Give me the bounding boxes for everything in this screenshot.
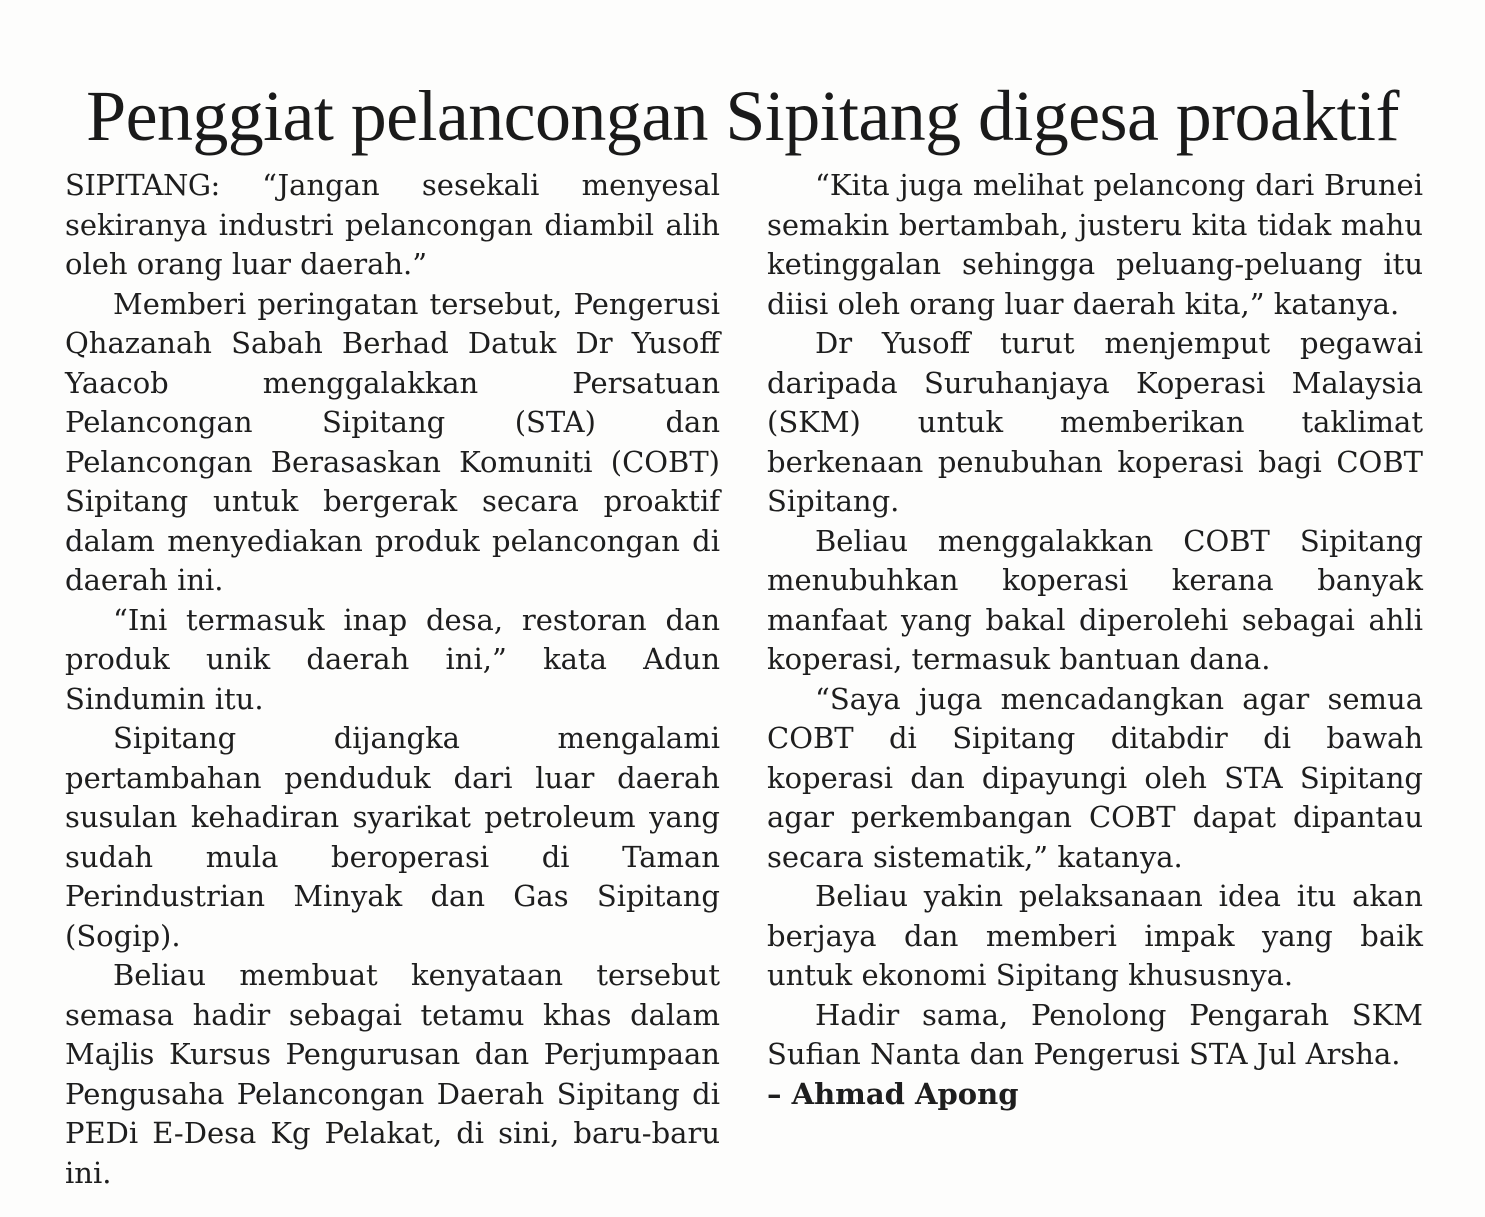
article-paragraph: “Ini termasuk inap desa, restoran dan produk unik daerah ini,” kata Adun Sindumin itu. xyxy=(65,602,720,716)
article-paragraph: Beliau menggalakkan COBT Sipitang menubuhkan koperasi kerana banyak manfaat yang bakal diperolehi sebagai ahli koperasi, termasuk bantuan dana. xyxy=(767,523,1423,676)
article-paragraph: Sipitang dijangka mengalami pertambahan penduduk dari luar daerah susulan kehadiran syarikat petroleum yang sudah mula beroperasi di Taman Perindustrian Minyak dan Gas Sipitang (Sogip). xyxy=(65,721,720,953)
article-paragraph: “Kita juga melihat pelancong dari Brunei semakin bertambah, justeru kita tidak mahu ketinggalan sehingga peluang-peluang itu diisi oleh orang luar daerah kita,” katanya. xyxy=(767,168,1423,321)
article-column-right xyxy=(767,166,1423,1114)
article-paragraph: “Saya juga mencadangkan agar semua COBT di Sipitang ditabdir di bawah koperasi dan dipayungi oleh STA Sipitang agar perkembangan COBT dapat dipantau secara sistematik,” katanya. xyxy=(767,681,1423,874)
article-paragraph-text: “Jangan sesekali menyesal sekiranya industri pelancongan diambil alih oleh orang luar daerah.” xyxy=(65,168,720,281)
article-dateline: SIPITANG: xyxy=(65,168,220,202)
article-headline: Penggiat pelancongan Sipitang digesa proaktif xyxy=(86,76,1399,156)
article-paragraph: Memberi peringatan tersebut, Pengerusi Qhazanah Sabah Berhad Datuk Dr Yusoff Yaacob menggalakkan Persatuan Pelancongan Sipitang (STA) dan Pelancongan Berasaskan Komuniti (COBT) Sipitang untuk bergerak secara proaktif dalam menyediakan produk pelancongan di daerah ini. xyxy=(65,286,720,597)
article-paragraph: Beliau yakin pelaksanaan idea itu akan berjaya dan memberi impak yang baik untuk ekonomi Sipitang khususnya. xyxy=(767,879,1423,992)
article-paragraph: Beliau membuat kenyataan tersebut semasa hadir sebagai tetamu khas dalam Majlis Kursus Pengurusan dan Perjumpaan Pengusaha Pelancongan Daerah Sipitang di PEDi E-Desa Kg Pelakat, di sini, baru-baru ini. xyxy=(65,958,720,1190)
article-paragraph: Dr Yusoff turut menjemput pegawai daripada Suruhanjaya Koperasi Malaysia (SKM) untuk memberikan taklimat berkenaan penubuhan koperasi bagi COBT Sipitang. xyxy=(767,326,1423,518)
article-paragraph: Hadir sama, Penolong Pengarah SKM Sufian Nanta dan Pengerusi STA Jul Arsha. xyxy=(767,997,1423,1071)
article-column-left xyxy=(65,166,720,1193)
article-paragraph xyxy=(65,166,720,285)
article-byline: – Ahmad Apong xyxy=(767,1076,1019,1111)
